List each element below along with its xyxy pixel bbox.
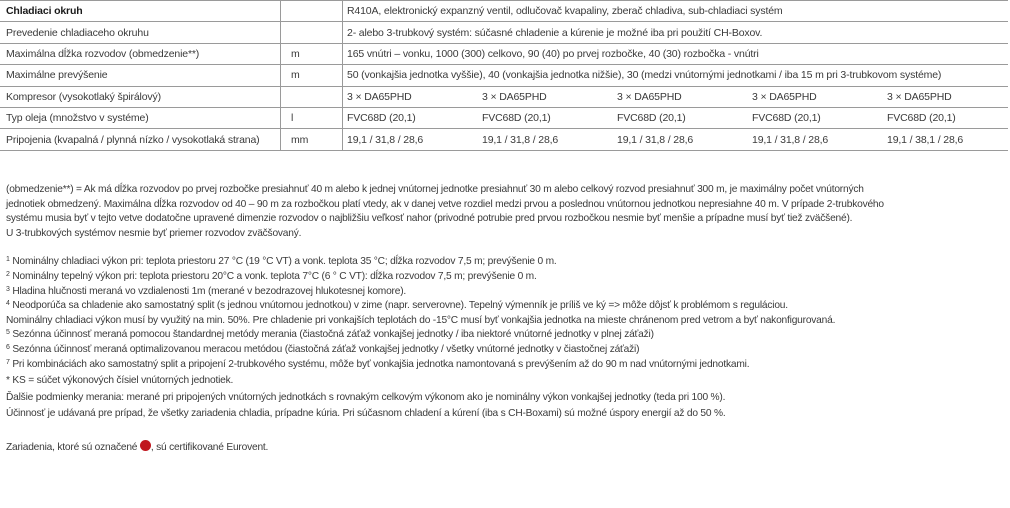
footnote (6, 314, 1006, 329)
footnote-text: Hladina hlučnosti meraná vo vzdialenosti 1m (merané v bezodrazovej hlukotesnej komore). (9, 285, 407, 297)
table-row (0, 129, 1008, 150)
footnote (6, 343, 1006, 358)
footnote-number: 7 (6, 358, 10, 366)
row-cell: FVC68D (20,1) (478, 107, 613, 128)
notes-section (6, 183, 1006, 456)
footnote-text: Sezónna účinnosť meraná optimalizovanou meracou metódou (čiastočná záťaž vonkajšej jednotky / všetky vnútorné jednotky v čiastočnej záťaži) (9, 343, 640, 355)
row-unit (281, 22, 343, 43)
row-label: Maximálna dĺžka rozvodov (obmedzenie**) (0, 43, 281, 64)
row-unit (281, 86, 343, 107)
eurovent-text-after: , sú certifikované Eurovent. (150, 441, 269, 453)
efficiency-note: Účinnosť je udávaná pre prípad, že všetky zariadenia chladia, prípadne kúria. Pri súčasnom chladení a kúrení (iba s CH-Boxami) sú možné úspory energií až do 50 %. (6, 408, 726, 420)
footnote-text: Sezónna účinnosť meraná pomocou štandardnej metódy merania (čiastočná záťaž vonkajšej jednotky / iba niektoré vnútorné jednotky v plnej záťaži) (9, 329, 654, 341)
row-unit: m (281, 43, 343, 64)
restriction-line: (obmedzenie**) = Ak má dĺžka rozvodov po prvej rozbočke presiahnuť 40 m alebo k jednej vnútornej jednotke presiahnuť 30 m alebo celkový rozvod presiahnuť 300 m, je maximálny počet vnútorných (6, 184, 864, 195)
row-cell: 19,1 / 31,8 / 28,6 (343, 129, 479, 150)
row-value: 2- alebo 3-trubkový systém: súčasné chladenie a kúrenie je možné iba pri použití CH-Boxov. (343, 22, 1009, 43)
footnote-list (6, 255, 1006, 372)
ks-note: * KS = súčet výkonových čísiel vnútorných jednotiek. (6, 375, 234, 387)
footnote (6, 285, 1006, 300)
row-label: Pripojenia (kvapalná / plynná nízko / vysokotlaká strana) (0, 129, 281, 150)
eurovent-mark-icon (140, 440, 151, 451)
row-unit: m (281, 65, 343, 86)
row-unit: l (281, 107, 343, 128)
table-row (0, 107, 1008, 128)
table-row (0, 1, 1008, 22)
row-value: R410A, elektronický expanzný ventil, odlučovač kvapaliny, zberač chladiva, sub-chladiaci systém (343, 1, 1009, 22)
footnote-text: Pri kombináciách ako samostatný split a pripojení 2-trubkového systému, môže byť vonkajšia jednotka namontovaná s prevýšením až do 90 m nad vnútornými jednotkami. (9, 358, 750, 370)
footnote (6, 270, 1006, 285)
footnote (6, 328, 1006, 343)
row-cell: FVC68D (20,1) (883, 107, 1008, 128)
row-cell: FVC68D (20,1) (613, 107, 748, 128)
row-cell: 19,1 / 31,8 / 28,6 (613, 129, 748, 150)
row-label: Chladiaci okruh (0, 1, 281, 22)
row-cell: 19,1 / 31,8 / 28,6 (748, 129, 883, 150)
table-row (0, 43, 1008, 64)
footnote (6, 358, 1006, 373)
row-label: Typ oleja (množstvo v systéme) (0, 107, 281, 128)
row-cell: 3 × DA65PHD (478, 86, 613, 107)
footnote (6, 255, 1006, 270)
eurovent-note (6, 440, 1006, 456)
row-cell: 3 × DA65PHD (343, 86, 479, 107)
row-cell: 3 × DA65PHD (748, 86, 883, 107)
eurovent-text-before: Zariadenia, ktoré sú označené (6, 441, 140, 453)
footnote-text: Neodporúča sa chladenie ako samostatný split (s jednou vnútornou jednotkou) v zime (napr. serverovne). Tepelný výmenník je príliš ve ký => môže dôjsť k problémom s reguláciou. (9, 300, 788, 312)
row-label: Kompresor (vysokotlaký špirálový) (0, 86, 281, 107)
row-value: 165 vnútri – vonku, 1000 (300) celkovo, 90 (40) po prvej rozbočke, 40 (30) rozbočka - vnútri (343, 43, 1009, 64)
footnote-number: 3 (6, 285, 10, 293)
footnote-number: 4 (6, 300, 10, 308)
row-label: Prevedenie chladiaceho okruhu (0, 22, 281, 43)
row-label: Maximálne prevýšenie (0, 65, 281, 86)
row-cell: FVC68D (20,1) (748, 107, 883, 128)
footnote (6, 299, 1006, 314)
footnote-text: Nominálny chladiaci výkon musí by využitý na min. 50%. Pre chladenie pri vonkajších teplotách do -15°C musí byť vonkajšia jednotka na mieste chránenom pred vetrom a byť nakonfigurovaná. (6, 314, 836, 326)
row-cell: 19,1 / 31,8 / 28,6 (478, 129, 613, 150)
footnote-text: Nominálny tepelný výkon pri: teplota priestoru 20°C a vonk. teplota 7°C (6 ° C VT): dĺžka rozvodov 7,5 m; prevýšenie 0 m. (9, 270, 537, 282)
row-cell: 3 × DA65PHD (613, 86, 748, 107)
row-cell: 3 × DA65PHD (883, 86, 1008, 107)
table-row (0, 86, 1008, 107)
footnote-text: Nominálny chladiaci výkon pri: teplota priestoru 27 °C (19 °C VT) a vonk. teplota 35 °C; dĺžka rozvodov 7,5 m; prevýšenie 0 m. (9, 256, 557, 268)
table-row (0, 22, 1008, 43)
footnote-number: 6 (6, 343, 10, 351)
row-unit (281, 1, 343, 22)
footnote-number: 2 (6, 270, 10, 278)
row-cell: 19,1 / 38,1 / 28,6 (883, 129, 1008, 150)
table-row (0, 65, 1008, 86)
restriction-line: jednotiek obmedzený. Maximálna dĺžka rozvodov od 40 – 90 m za rozbočkou platí vtedy, ak v danej vetve rozdiel medzi prvou a poslednou vnútornou jednotkou nepresiahne 40 m. V prípade 2-trubkového (6, 198, 884, 210)
footnote-number: 5 (6, 329, 10, 337)
restriction-note (6, 183, 1006, 241)
row-cell: FVC68D (20,1) (343, 107, 479, 128)
restriction-line: systému musia byť v tejto vetve dodatočne upravené dimenzie rozvodov o najbližšiu veľkosť nahor (privodné potrubie pred prvou rozbočkou nesmie byť menšie a prípadne musí byť tiež zväčšené). (6, 213, 853, 225)
conditions-note: Ďalšie podmienky merania: merané pri pripojených vnútorných jednotkách s rovnakým celkovým výkonom ako je nominálny výkon vonkajšej jednotky (teda pri 100 %). (6, 391, 726, 403)
row-unit: mm (281, 129, 343, 150)
footnote-number: 1 (6, 256, 10, 264)
restriction-line: U 3-trubkových systémov nesmie byť priemer rozvodov zväčšovaný. (6, 227, 302, 239)
row-value: 50 (vonkajšia jednotka vyššie), 40 (vonkajšia jednotka nižšie), 30 (medzi vnútornými jednotkami / iba 15 m pri 3-trubkovom systéme) (343, 65, 1009, 86)
spec-table (0, 0, 1008, 151)
